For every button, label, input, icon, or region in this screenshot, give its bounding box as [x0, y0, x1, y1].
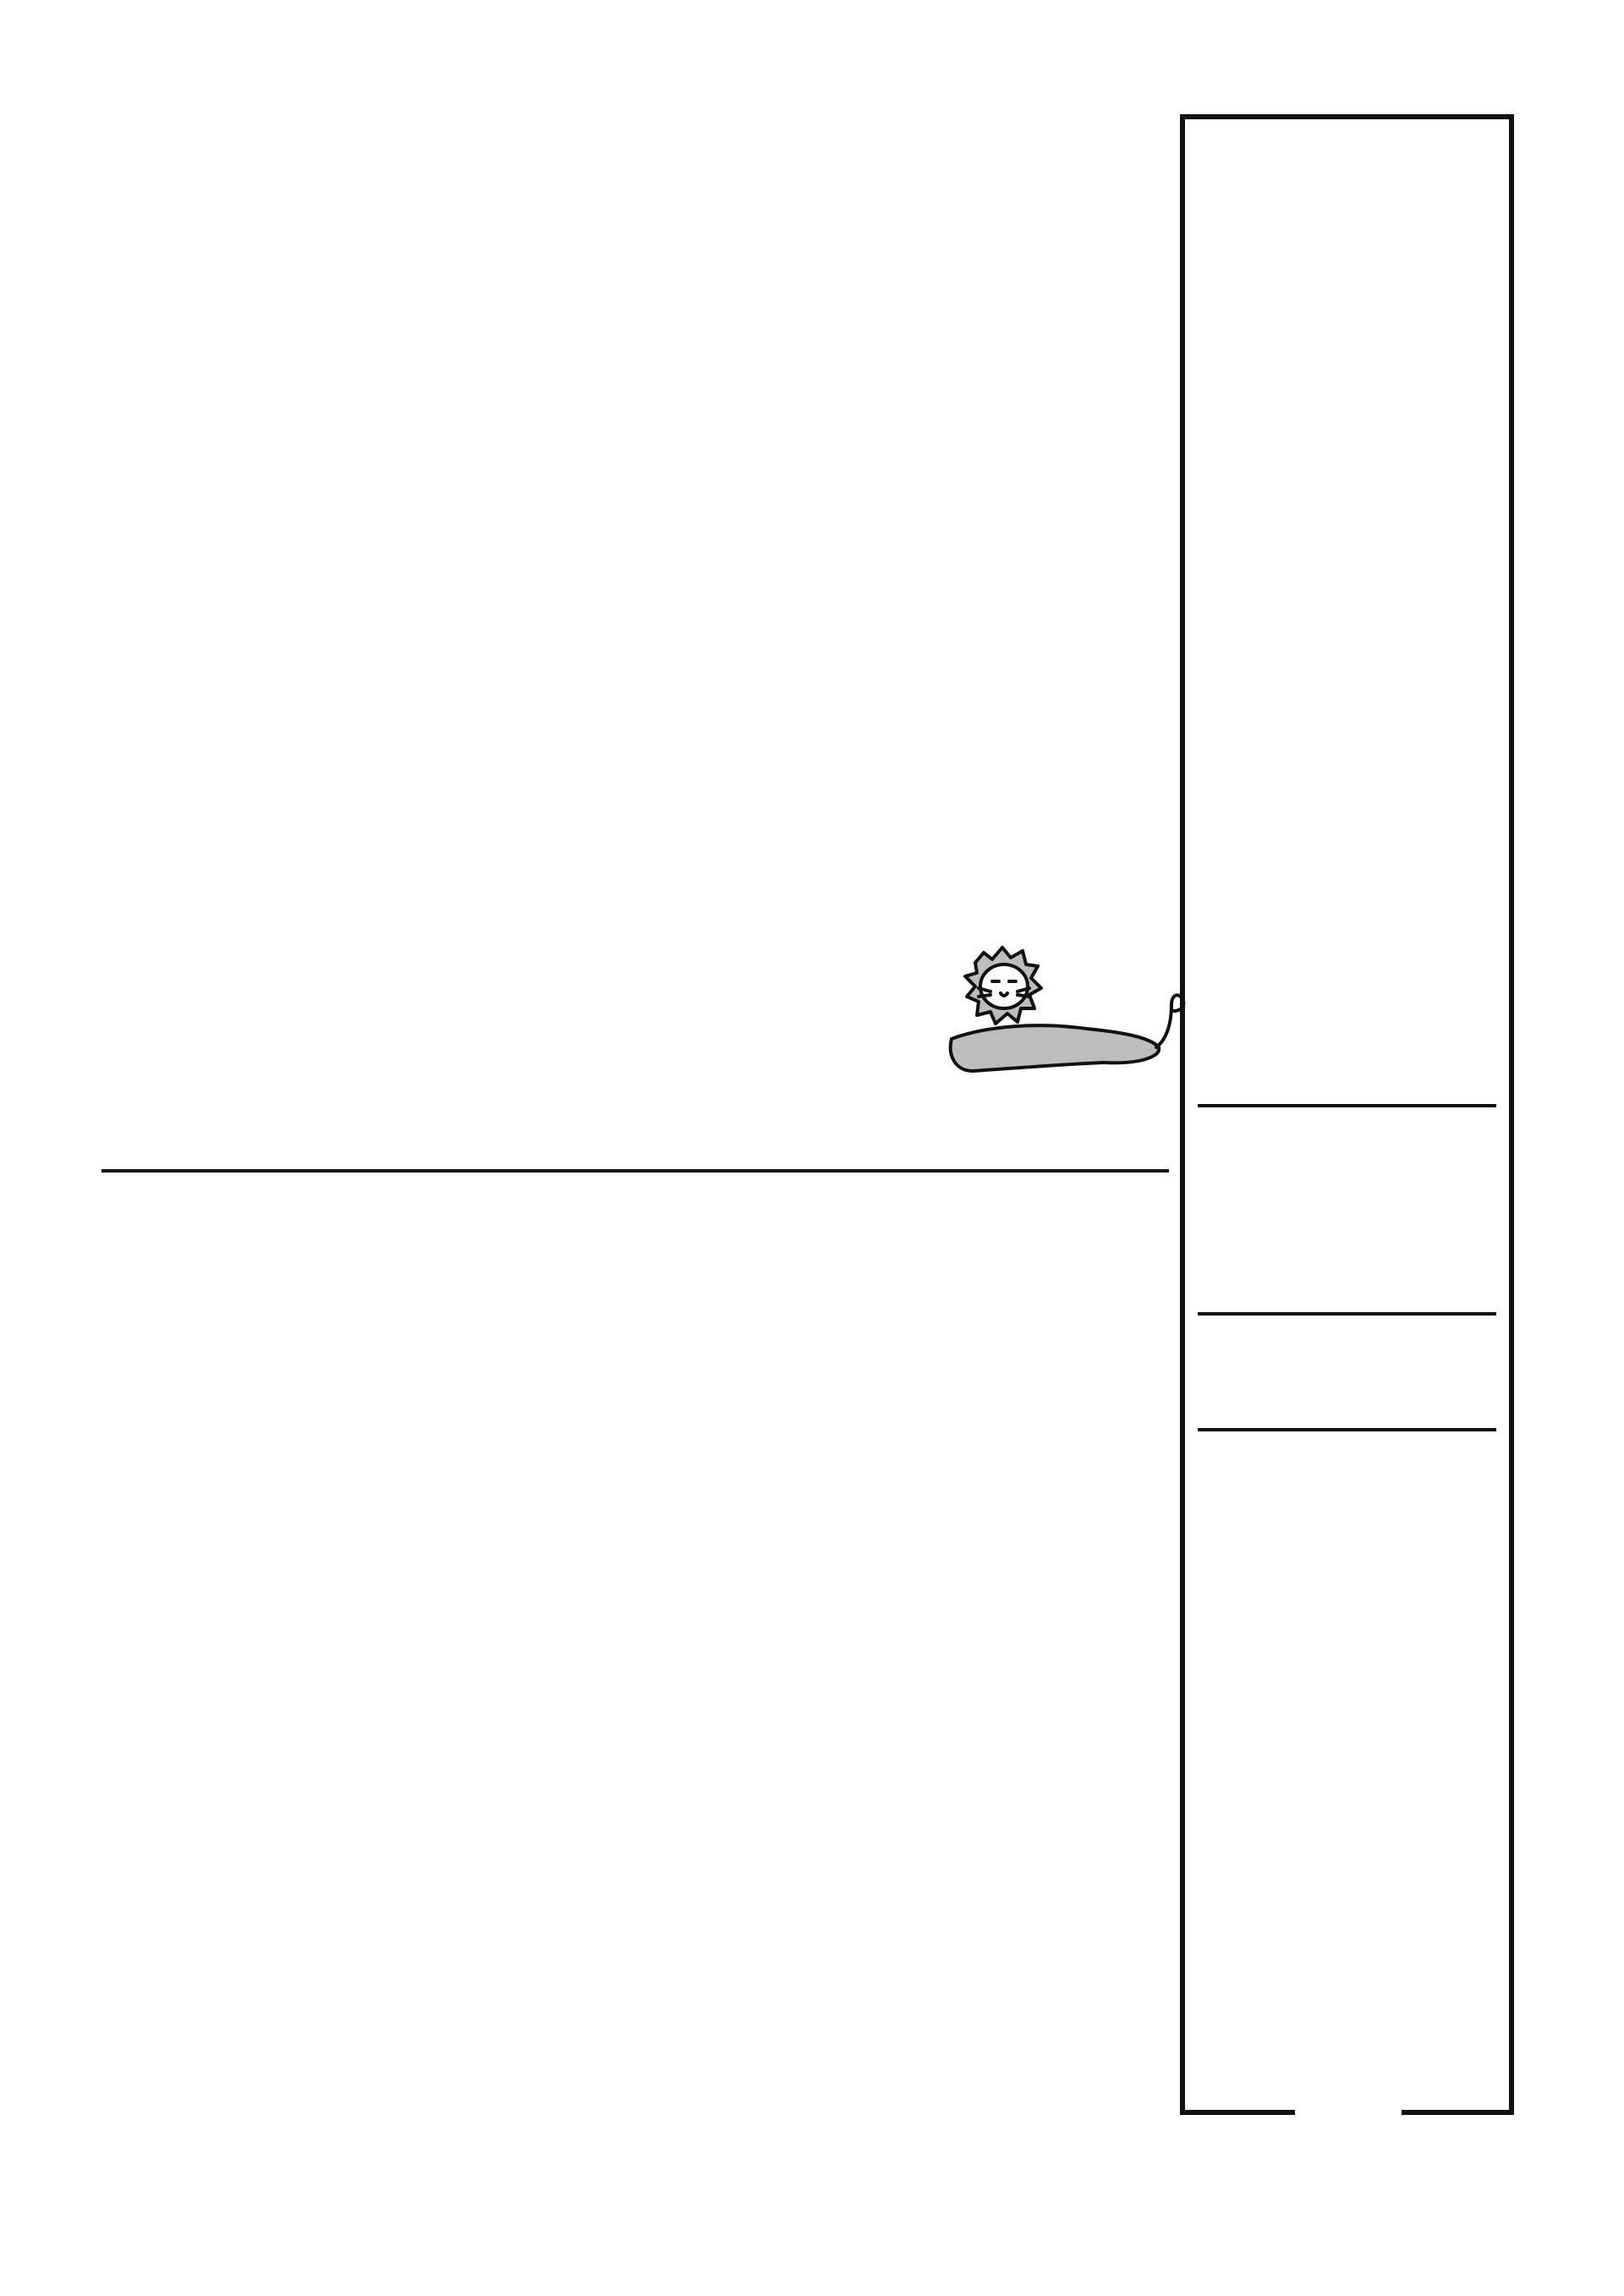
column-bottom-text — [118, 1227, 1167, 2200]
divider — [1198, 1428, 1496, 1431]
masthead — [1180, 114, 1514, 2115]
border-right — [1531, 80, 1565, 2216]
auto-name — [1185, 1547, 1509, 1911]
column-top-text — [144, 157, 998, 1155]
divider — [1198, 1104, 1496, 1107]
newsletter-title — [1185, 166, 1509, 1105]
border-left — [59, 80, 93, 2216]
lion-mascot-icon — [935, 929, 1188, 1098]
qr-code-icon[interactable] — [1295, 2082, 1402, 2189]
border-top — [59, 47, 1565, 80]
border-bottom — [59, 2216, 1565, 2250]
divider — [1198, 1312, 1496, 1316]
section-divider — [102, 1169, 1169, 1173]
